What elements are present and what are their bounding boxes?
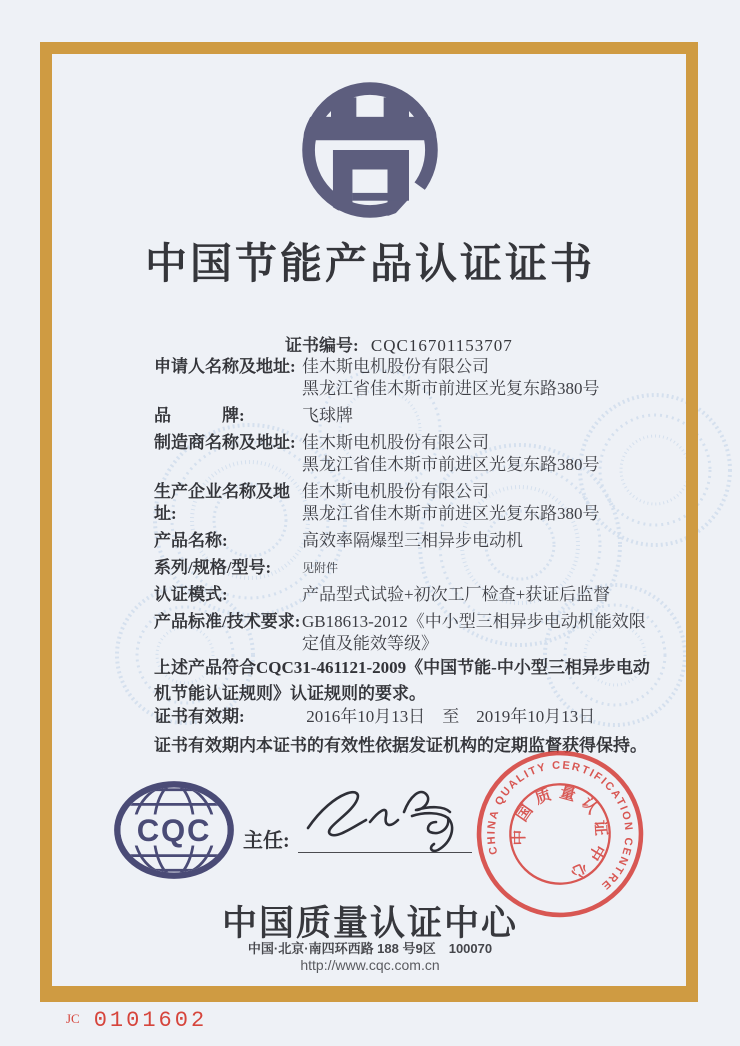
issuer-address: 中国·北京·南四环西路 188 号9区 100070 <box>247 941 493 956</box>
field-row-product-name <box>154 530 651 552</box>
field-value: 见附件 <box>302 561 339 575</box>
field-label: 品 牌: <box>154 406 245 425</box>
field-value: 佳木斯电机股份有限公司 黑龙江省佳木斯市前进区光复东路380号 <box>302 433 600 474</box>
field-row-series-model <box>154 557 651 579</box>
certificate-fields <box>154 356 651 660</box>
compliance-statement: 上述产品符合CQC31-461121-2009《中国节能-中小型三相异步电动机节能认证规则》认证规则的要求。 <box>154 658 650 703</box>
field-value: 飞球牌 <box>302 406 353 425</box>
director-label: 主任: <box>243 830 290 852</box>
cqc-globe-icon <box>110 776 238 884</box>
field-label: 生产企业名称及地址: <box>154 482 290 523</box>
cqc-logo-letters: CQC <box>136 812 212 848</box>
issuer-website: http://www.cqc.com.cn <box>300 957 440 973</box>
certificate-number-label: 证书编号: <box>285 336 359 355</box>
validity-line <box>154 702 595 727</box>
seal-outer-text: CHINA QUALITY CERTIFICATION CENTRE <box>485 759 635 893</box>
field-row-applicant <box>154 356 651 400</box>
field-value: 高效率隔爆型三相异步电动机 <box>302 531 523 550</box>
validity-value: 2016年10月13日 至 2019年10月13日 <box>306 707 596 726</box>
field-row-producer <box>154 481 651 525</box>
field-label: 认证模式: <box>154 585 228 604</box>
field-label: 制造商名称及地址: <box>154 433 296 452</box>
field-value: 产品型式试验+初次工厂检查+获证后监督 <box>302 585 611 604</box>
field-row-certification-mode <box>154 584 651 606</box>
maintenance-note: 证书有效期内本证书的有效性依据发证机构的定期监督获得保持。 <box>154 736 647 755</box>
certificate-number-value: CQC16701153707 <box>370 336 513 355</box>
certificate-number-line <box>285 331 513 356</box>
field-label: 产品标准/技术要求: <box>154 612 301 631</box>
field-value: GB18613-2012《中小型三相异步电动机能效限定值及能效等级》 <box>302 612 646 653</box>
issuer-name: 中国质量认证中心 <box>221 904 518 943</box>
seal-inner-text: 中国质量认证中心 <box>511 783 610 884</box>
certificate-title: 中国节能产品认证证书 <box>144 242 595 288</box>
field-row-brand <box>154 405 651 427</box>
form-serial <box>66 1008 207 1033</box>
energy-saving-mark-icon <box>292 72 448 228</box>
serial-number: 0101602 <box>93 1008 208 1033</box>
field-row-manufacturer <box>154 432 651 476</box>
field-label: 产品名称: <box>154 531 228 550</box>
field-label: 系列/规格/型号: <box>154 558 272 577</box>
field-row-product-standard <box>154 611 651 655</box>
validity-label: 证书有效期: <box>154 707 245 726</box>
serial-prefix: JC <box>66 1011 80 1026</box>
field-value: 佳木斯电机股份有限公司 黑龙江省佳木斯市前进区光复东路380号 <box>302 482 600 523</box>
field-label: 申请人名称及地址: <box>154 357 296 376</box>
field-value: 佳木斯电机股份有限公司 黑龙江省佳木斯市前进区光复东路380号 <box>302 357 600 398</box>
director-signature <box>300 776 470 854</box>
